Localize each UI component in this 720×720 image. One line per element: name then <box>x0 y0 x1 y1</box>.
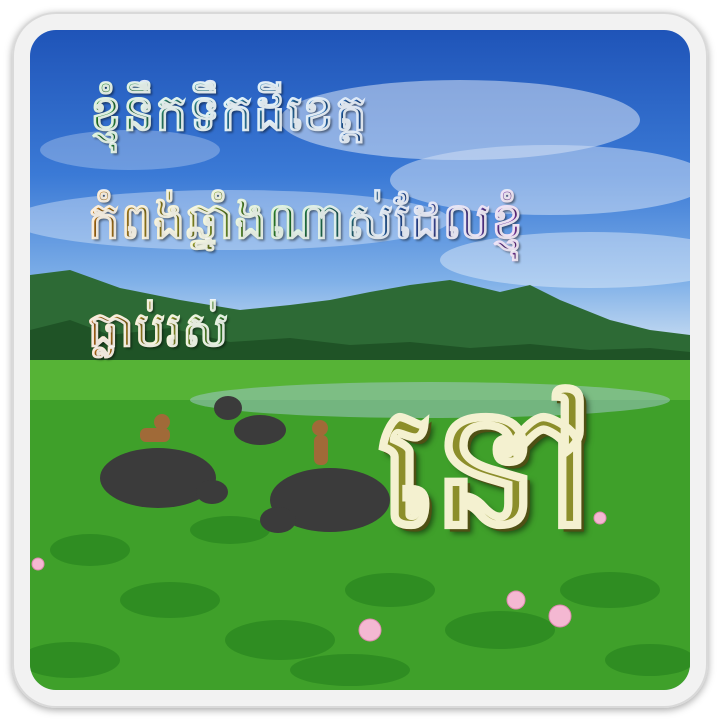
caption-overlay <box>30 30 690 690</box>
large-3d-word: នៅ <box>378 366 594 566</box>
caption-line-3: ធ្លាប់រស់ <box>88 300 229 370</box>
landscape-photo <box>30 30 690 690</box>
caption-line-2: កំពង់ឆ្នាំងណាស់ដែលខ្ញុំ <box>88 190 524 263</box>
caption-line-1: ខ្ញុំនឹកទឹកដីខេត្ត <box>90 82 368 155</box>
